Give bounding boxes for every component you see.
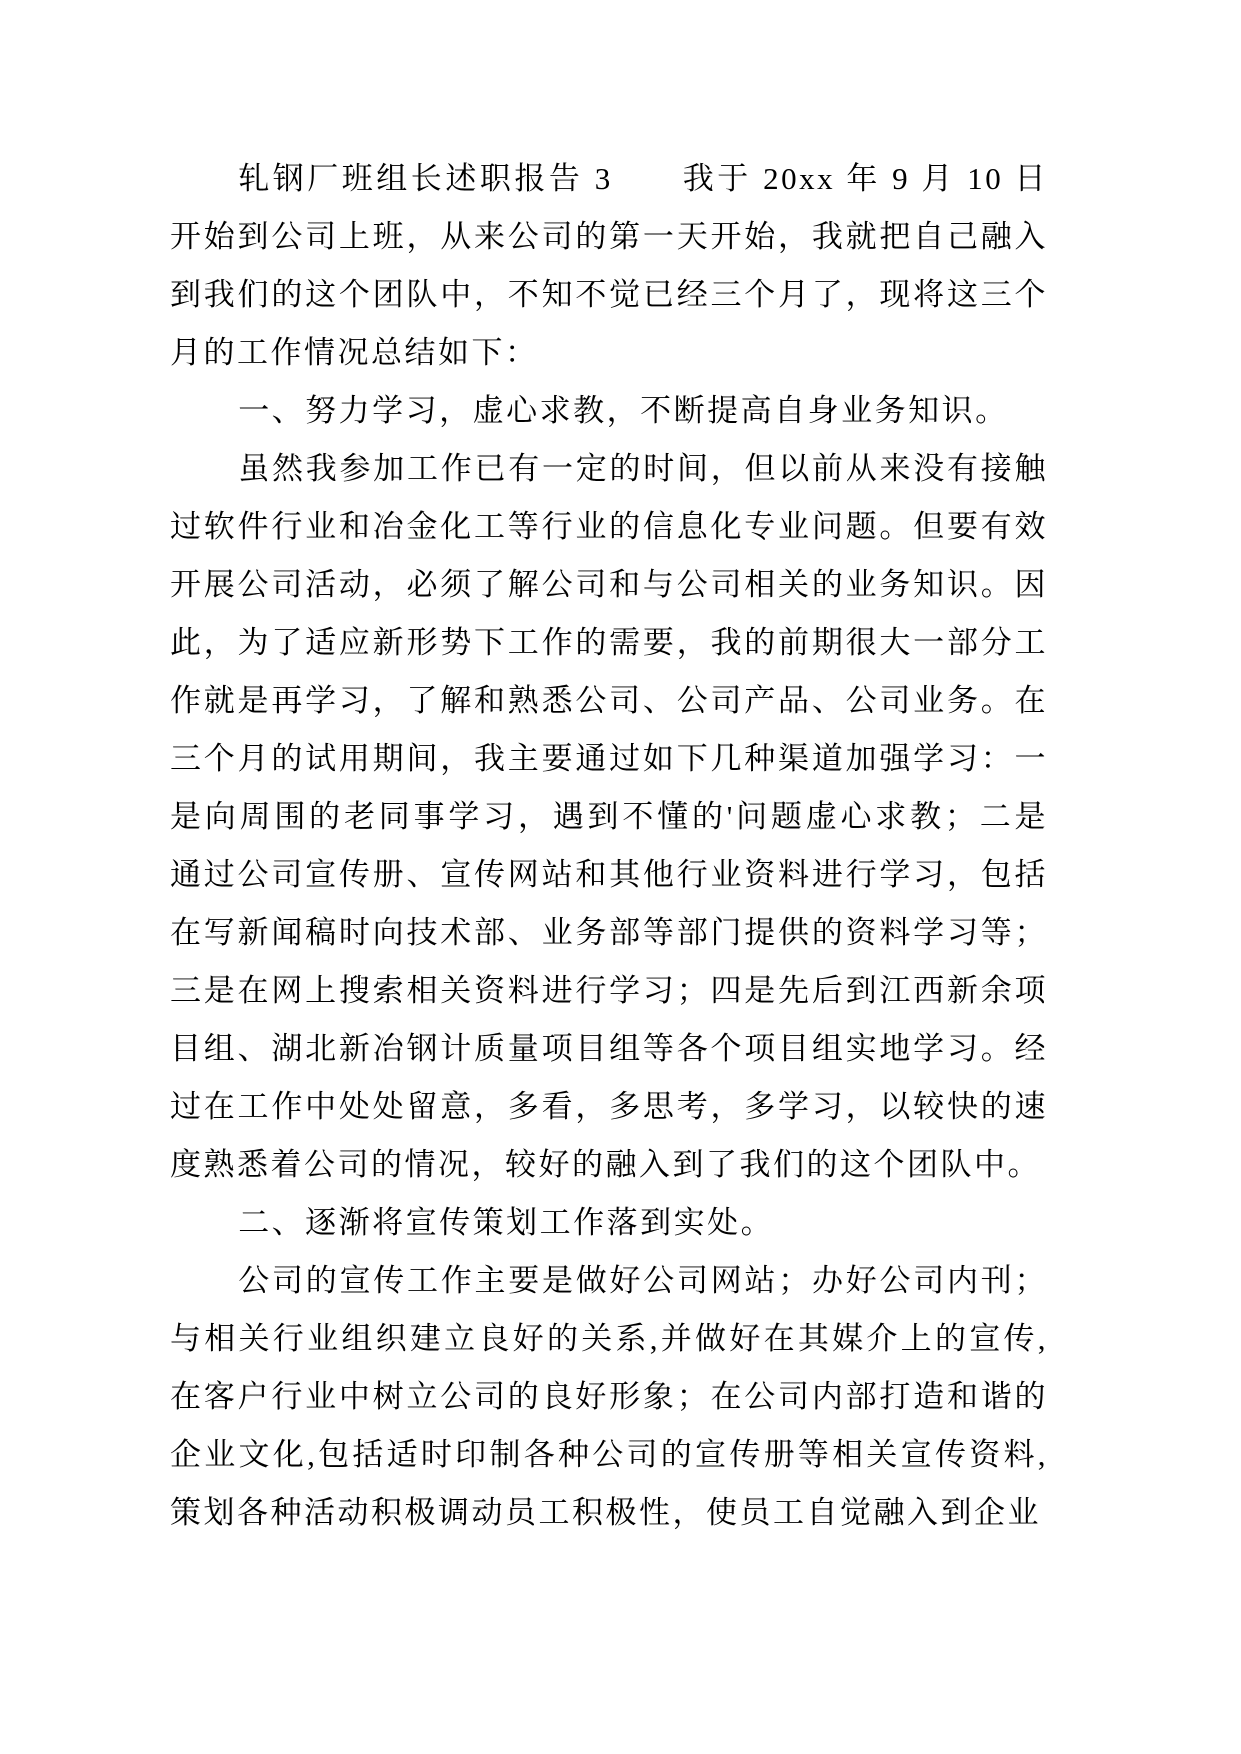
paragraph-intro: 轧钢厂班组长述职报告 3 我于 20xx 年 9 月 10 日开始到公司上班，从来公司的第一天开始，我就把自己融入到我们的这个团队中，不知不觉已经三个月了，现将这三个月的工作情况总结如下： bbox=[170, 161, 1048, 370]
paragraph-section-1-body: 虽然我参加工作已有一定的时间，但以前从来没有接触过软件行业和冶金化工等行业的信息化专业问题。但要有效开展公司活动，必须了解公司和与公司相关的业务知识。因此，为了适应新形势下工作的需要，我的前期很大一部分工作就是再学习，了解和熟悉公司、公司产品、公司业务。在三个月的试用期间，我主要通过如下几种渠道加强学习：一是向周围的老同事学习，遇到不懂的'问题虚心求教；二是通过公司宣传册、宣传网站和其他行业资料进行学习，包括在写新闻稿时向技术部、业务部等部门提供的资料学习等；三是在网上搜索相关资料进行学习；四是先后到江西新余项目组、湖北新冶钢计质量项目组等各个项目组实地学习。经过在工作中处处留意，多看，多思考，多学习，以较快的速度熟悉着公司的情况，较好的融入到了我们的这个团队中。 bbox=[170, 451, 1048, 1182]
paragraph-section-2-heading: 二、逐渐将宣传策划工作落到实处。 bbox=[238, 1205, 775, 1240]
paragraph-section-2-body: 公司的宣传工作主要是做好公司网站；办好公司内刊；与相关行业组织建立良好的关系,并做好在其媒介上的宣传,在客户行业中树立公司的良好形象；在公司内部打造和谐的企业文化,包括适时印制各种公司的宣传册等相关宣传资料,策划各种活动积极调动员工积极性，使员工自觉融入到企业 bbox=[170, 1263, 1048, 1530]
paragraph-section-1-heading: 一、努力学习，虚心求教，不断提高自身业务知识。 bbox=[238, 393, 1009, 428]
document-body bbox=[170, 150, 1048, 1542]
